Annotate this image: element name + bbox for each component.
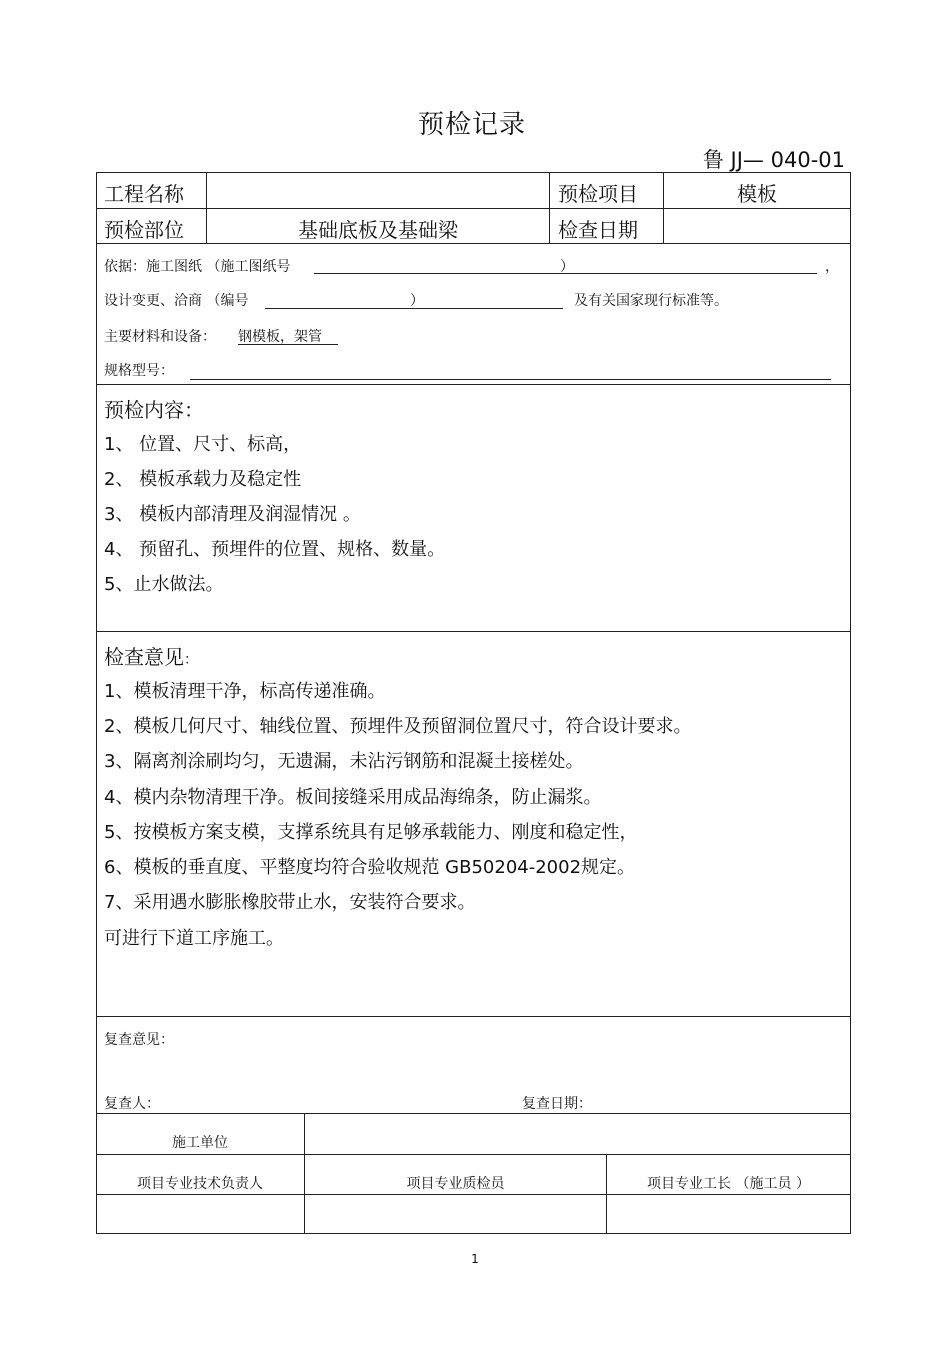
precheck-item: 4、 预留孔、预埋件的位置、规格、数量。 bbox=[104, 539, 446, 560]
paren-close-2: ） bbox=[410, 293, 424, 309]
page-title: 预检记录 bbox=[417, 110, 526, 140]
recheck-date-label: 复查日期： bbox=[522, 1096, 592, 1112]
recheck-opinion-label: 复查意见： bbox=[104, 1032, 174, 1048]
precheck-item: 5、止水做法。 bbox=[104, 574, 224, 595]
comma: ， bbox=[825, 259, 839, 275]
opinion-item: 5、按模板方案支模，支撑系统具有足够承载能力、刚度和稳定性， bbox=[104, 822, 638, 843]
construction-unit-label: 施工单位 bbox=[172, 1135, 228, 1151]
opinion-heading-text: 检查意见 bbox=[104, 645, 184, 669]
quality-inspector-label: 项目专业质检员 bbox=[406, 1176, 505, 1192]
paren-close: ） bbox=[560, 259, 574, 275]
opinion-heading-colon: ： bbox=[184, 652, 198, 668]
inspect-location-value: 基础底板及基础梁 bbox=[298, 218, 458, 242]
precheck-item: 1、 位置、尺寸、标高， bbox=[104, 434, 302, 455]
precheck-item: 3、 模板内部清理及润湿情况 。 bbox=[104, 504, 361, 525]
basis-standards-text: 及有关国家现行标准等。 bbox=[574, 293, 728, 309]
materials-value: 钢模板，架管 bbox=[238, 329, 322, 345]
inspect-item-value: 模板 bbox=[737, 182, 777, 206]
opinion-item: 2、模板几何尺寸、轴线位置、预埋件及预留洞位置尺寸，符合设计要求。 bbox=[104, 716, 692, 737]
recheck-person-label: 复查人： bbox=[104, 1096, 160, 1112]
materials-label: 主要材料和设备： bbox=[104, 329, 216, 345]
spec-label: 规格型号： bbox=[104, 363, 174, 379]
check-date-label: 检查日期 bbox=[558, 218, 638, 242]
opinion-item: 4、模内杂物清理干净。板间接缝采用成品海绵条，防止漏浆。 bbox=[104, 787, 602, 808]
page-number: 1 bbox=[471, 1252, 479, 1266]
inspect-item-label: 预检项目 bbox=[558, 182, 638, 206]
opinion-conclusion: 可进行下道工序施工。 bbox=[104, 928, 284, 949]
form-number: 鲁 JJ— 040-01 bbox=[702, 148, 845, 172]
basis-change-label: 设计变更、洽商 （编号 bbox=[104, 293, 249, 309]
foreman-label: 项目专业工长 （施工员 ） bbox=[647, 1176, 810, 1192]
tech-lead-label: 项目专业技术负责人 bbox=[137, 1176, 263, 1192]
opinion-item: 3、隔离剂涂刷均匀，无遗漏，未沾污钢筋和混凝土接槎处。 bbox=[104, 751, 584, 772]
spec-blank bbox=[190, 379, 831, 380]
inspect-location-label: 预检部位 bbox=[104, 218, 184, 242]
basis-drawing-label: 依据：施工图纸 （施工图纸号 bbox=[104, 259, 291, 275]
materials-underline bbox=[238, 344, 338, 345]
opinion-item: 1、模板清理干净，标高传递准确。 bbox=[104, 681, 386, 702]
precheck-item: 2、 模板承载力及稳定性 bbox=[104, 469, 302, 490]
opinion-item: 6、模板的垂直度、平整度均符合验收规范 GB50204-2002规定。 bbox=[104, 857, 636, 878]
project-name-label: 工程名称 bbox=[104, 182, 184, 206]
opinion-heading bbox=[104, 641, 198, 670]
opinion-item: 7、采用遇水膨胀橡胶带止水，安装符合要求。 bbox=[104, 892, 476, 913]
precheck-heading: 预检内容： bbox=[104, 398, 204, 422]
